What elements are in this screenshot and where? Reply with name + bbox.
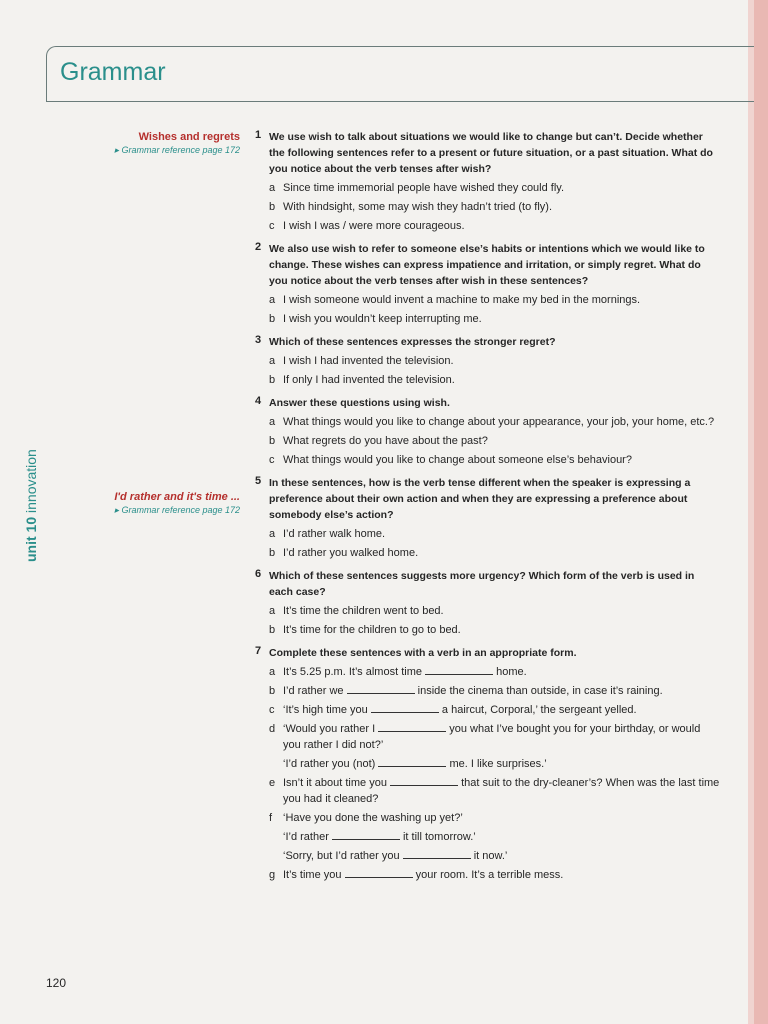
page-edge [754, 0, 768, 1024]
question-1 [255, 129, 720, 234]
item-text: I wish someone would invent a machine to make my bed in the mornings. [283, 294, 641, 306]
sentence-item [269, 702, 720, 718]
question-text: Answer these questions using wish. [269, 397, 450, 409]
question-text: Which of these sentences suggests more urgency? Which form of the verb is used in each case? [269, 570, 695, 598]
item-text-before: It’s time you [283, 869, 342, 881]
question-number: 5 [255, 475, 262, 487]
sentence-item [269, 353, 720, 369]
item-text-after: a haircut, Corporal,’ the sergeant yelled. [441, 704, 637, 716]
page-number: 120 [46, 976, 67, 990]
sentence-item [269, 292, 720, 308]
answer-blank[interactable] [345, 867, 413, 878]
item-letter: e [269, 777, 276, 789]
answer-blank[interactable] [347, 683, 415, 694]
sentence-item [269, 848, 720, 864]
exercise-list [255, 129, 720, 890]
item-text-before: ‘Sorry, but I’d rather you [283, 850, 400, 862]
item-text: If only I had invented the television. [283, 374, 455, 386]
item-text-before: ‘It’s high time you [283, 704, 368, 716]
item-text-after: it now.’ [473, 850, 508, 862]
item-letter: a [269, 294, 276, 306]
question-number: 2 [255, 241, 262, 253]
item-text: I wish I had invented the television. [283, 355, 454, 367]
question-text: In these sentences, how is the verb tense different when the speaker is expressing a preference about their own action and when they are expressing a preference about somebody else’s action? [269, 477, 691, 521]
item-letter: b [269, 547, 276, 559]
sentence-item [269, 756, 720, 772]
item-text-before: I’d rather we [283, 685, 344, 697]
item-text: ‘Have you done the washing up yet?’ [283, 812, 463, 824]
sentence-item [269, 218, 720, 234]
sentence-item [269, 664, 720, 680]
sentence-item [269, 452, 720, 468]
grammar-reference-link[interactable]: ▸ Grammar reference page 172 [114, 505, 240, 515]
answer-blank[interactable] [378, 721, 446, 732]
item-letter: a [269, 666, 276, 678]
item-letter: b [269, 624, 276, 636]
item-text-after: it till tomorrow.’ [402, 831, 476, 843]
item-letter: a [269, 605, 276, 617]
item-letter: b [269, 435, 276, 447]
item-letter: g [269, 869, 276, 881]
sentence-item [269, 372, 720, 388]
item-text: I wish I was / were more courageous. [283, 220, 465, 232]
sentence-item [269, 180, 720, 196]
item-letter: b [269, 374, 276, 386]
sentence-item [269, 775, 720, 807]
question-7 [255, 645, 720, 883]
sentence-item [269, 622, 720, 638]
sentence-item [269, 545, 720, 561]
sidebar-section-wishes [114, 131, 240, 156]
item-text: What things would you like to change about your appearance, your job, your home, etc.? [283, 416, 715, 428]
answer-blank[interactable] [332, 829, 400, 840]
question-text: We use wish to talk about situations we would like to change but can’t. Decide whether the following sentences refer to a present or future situation, or a past situation. What do you notice about the verb tenses after wish? [269, 131, 713, 175]
item-text: I wish you wouldn’t keep interrupting me. [283, 313, 482, 325]
item-letter: a [269, 528, 276, 540]
page-title: Grammar [60, 58, 166, 86]
sentence-item [269, 526, 720, 542]
item-text: I’d rather walk home. [283, 528, 386, 540]
question-2 [255, 241, 720, 327]
sentence-item [269, 721, 720, 753]
sentence-item [269, 829, 720, 845]
answer-blank[interactable] [378, 756, 446, 767]
sentence-item [269, 433, 720, 449]
item-letter: b [269, 685, 276, 697]
question-number: 6 [255, 568, 262, 580]
unit-topic: innovation [23, 449, 39, 513]
question-text: Which of these sentences expresses the stronger regret? [269, 336, 556, 348]
item-text: Since time immemorial people have wished they could fly. [283, 182, 565, 194]
item-letter: c [269, 220, 275, 232]
item-text-after: me. I like surprises.’ [449, 758, 547, 770]
item-text-after: you what I’ve bought you for your birthday, or would you rather I did not?’ [283, 723, 701, 751]
item-text-before: ‘I’d rather you (not) [283, 758, 376, 770]
sidebar-section-rather [114, 491, 240, 516]
unit-label [23, 449, 39, 562]
item-text: What things would you like to change about someone else’s behaviour? [283, 454, 632, 466]
sentence-item [269, 683, 720, 699]
sentence-item [269, 603, 720, 619]
item-text: It’s time the children went to bed. [283, 605, 444, 617]
item-letter: c [269, 454, 275, 466]
question-text: Complete these sentences with a verb in an appropriate form. [269, 647, 577, 659]
item-text: I’d rather you walked home. [283, 547, 419, 559]
item-letter: b [269, 201, 276, 213]
sentence-item [269, 867, 720, 883]
item-letter: f [269, 812, 273, 824]
item-text-before: ‘Would you rather I [283, 723, 376, 735]
unit-number: unit 10 [23, 516, 39, 562]
item-text: With hindsight, some may wish they hadn’t tried (to fly). [283, 201, 552, 213]
item-text-before: It’s 5.25 p.m. It’s almost time [283, 666, 422, 678]
item-letter: c [269, 704, 275, 716]
item-text-after: home. [496, 666, 527, 678]
grammar-reference-link[interactable]: ▸ Grammar reference page 172 [114, 145, 240, 155]
sentence-item [269, 414, 720, 430]
item-text-after: your room. It’s a terrible mess. [415, 869, 564, 881]
question-number: 7 [255, 645, 262, 657]
answer-blank[interactable] [371, 702, 439, 713]
question-6 [255, 568, 720, 638]
item-text-after: inside the cinema than outside, in case it’s raining. [417, 685, 663, 697]
item-letter: b [269, 313, 276, 325]
sidebar-title: I'd rather and it's time ... [114, 491, 240, 503]
item-text-after: that suit to the dry-cleaner’s? When was the last time you had it cleaned? [283, 777, 720, 805]
question-number: 4 [255, 395, 262, 407]
question-5 [255, 475, 720, 561]
sentence-item [269, 311, 720, 327]
question-text: We also use wish to refer to someone else’s habits or intentions which we would like to change. These wishes can express impatience and irritation, or simply regret. What do you notice about the verb tenses after wish in these sentences? [269, 243, 705, 287]
answer-blank[interactable] [425, 664, 493, 675]
question-4 [255, 395, 720, 468]
item-letter: d [269, 723, 276, 735]
item-text: What regrets do you have about the past? [283, 435, 488, 447]
item-text-before: ‘I’d rather [283, 831, 329, 843]
sentence-item [269, 199, 720, 215]
item-letter: a [269, 355, 276, 367]
answer-blank[interactable] [390, 775, 458, 786]
sentence-item [269, 810, 720, 826]
item-text: It’s time for the children to go to bed. [283, 624, 461, 636]
question-number: 1 [255, 129, 262, 141]
question-number: 3 [255, 334, 262, 346]
question-3 [255, 334, 720, 388]
item-letter: a [269, 182, 276, 194]
sidebar-title: Wishes and regrets [138, 131, 240, 143]
answer-blank[interactable] [403, 848, 471, 859]
item-text-before: Isn’t it about time you [283, 777, 387, 789]
item-letter: a [269, 416, 276, 428]
